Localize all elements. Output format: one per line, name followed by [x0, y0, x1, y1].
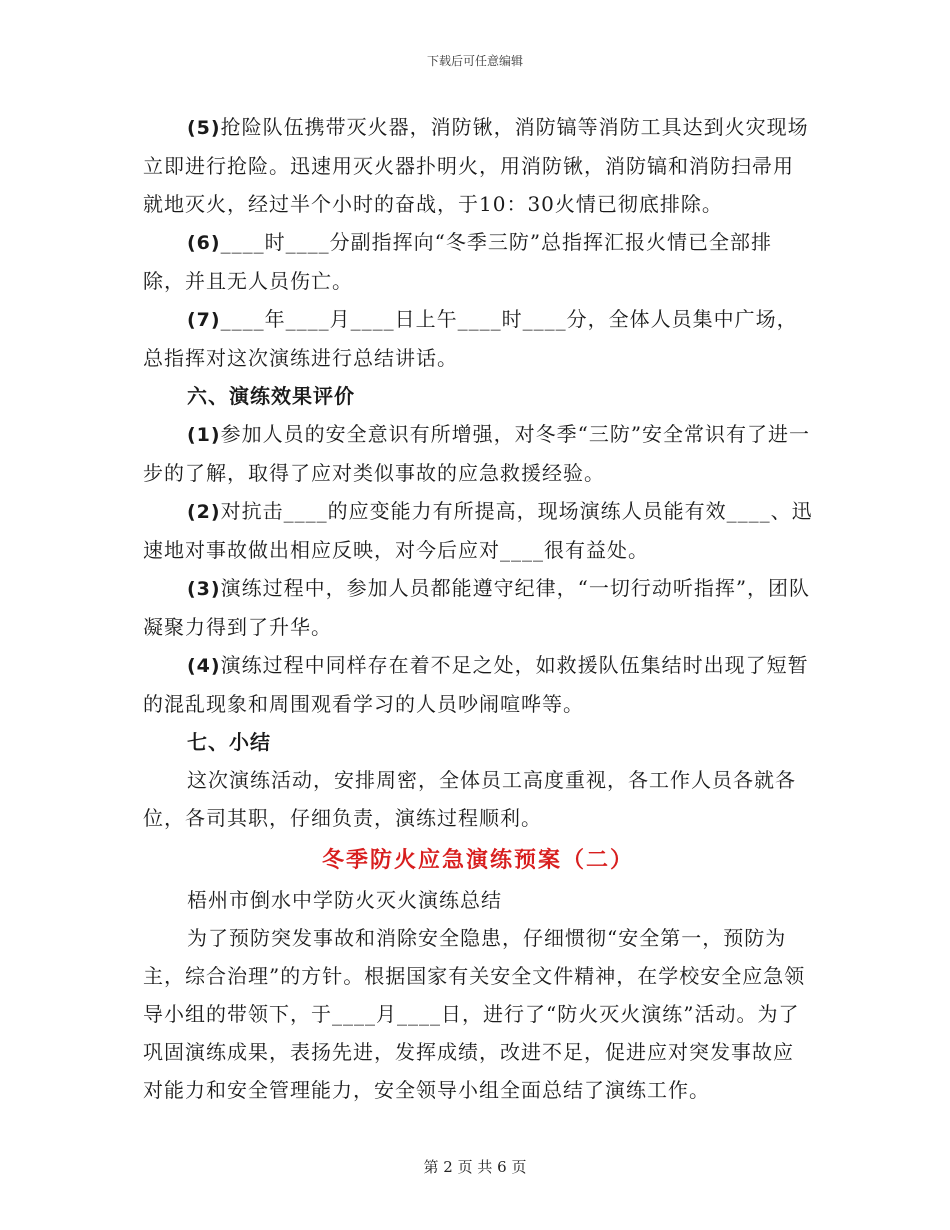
- item-text: 参加人员的安全意识有所增强，对冬季“三防”安全常识有了进一步的了解，取得了应对类似事故的应急救援经验。: [143, 422, 811, 485]
- part-title: 冬季防火应急演练预案（二）: [321, 847, 634, 873]
- list-item: [143, 223, 813, 300]
- section-heading-summary: 七、小结: [187, 730, 271, 754]
- list-item: [143, 415, 813, 492]
- part-paragraph: 为了预防突发事故和消除安全隐患，仔细惯彻“安全第一，预防为主，综合治理”的方针。根据国家有关安全文件精神，在学校安全应急领导小组的带领下，于____月____日，进行了“防火灭火演练”活动。为了巩固演练成果，表扬先进，发挥成绩，改进不足，促进应对突发事故应对能力和安全管理能力，安全领导小组全面总结了演练工作。: [143, 926, 806, 1102]
- item-number: (7): [187, 309, 221, 331]
- item-text: ____年____月____日上午____时____分，全体人员集中广场，总指挥对这次演练进行总结讲话。: [143, 307, 798, 370]
- list-item: [143, 646, 813, 723]
- item-number: (4): [187, 655, 221, 677]
- item-number: (2): [187, 501, 221, 523]
- header-note: 下载后可任意编辑: [426, 54, 523, 68]
- item-number: (3): [187, 578, 221, 600]
- item-text: 抢险队伍携带灭火器，消防锹，消防镐等消防工具达到火灾现场立即进行抢险。迅速用灭火器扑明火，用消防锹，消防镐和消防扫帚用就地灭火，经过半个小时的奋战，于10：30火情已彻底排除。: [143, 115, 809, 216]
- summary-paragraph: 这次演练活动，安排周密，全体员工高度重视，各工作人员各就各位，各司其职，仔细负责，演练过程顺利。: [143, 768, 796, 830]
- item-text: 演练过程中，参加人员都能遵守纪律，“一切行动听指挥”，团队凝聚力得到了升华。: [143, 576, 811, 639]
- item-text: 对抗击____的应变能力有所提高，现场演练人员能有效____、迅速地对事故做出相应反映，对今后应对____很有益处。: [143, 499, 813, 562]
- item-text: 演练过程中同样存在着不足之处，如救援队伍集结时出现了短暂的混乱现象和周围观看学习的人员吵闹喧哗等。: [143, 653, 809, 716]
- item-number: (5): [187, 117, 221, 139]
- part-subtitle: 梧州市倒水中学防火灭火演练总结: [187, 888, 502, 912]
- document-body: [143, 108, 813, 1109]
- list-item: [143, 108, 813, 223]
- page-footer: 第 2 页 共 6 页: [423, 1158, 527, 1176]
- item-text: ____时____分副指挥向“冬季三防”总指挥汇报火情已全部排除，并且无人员伤亡。: [143, 230, 773, 293]
- list-item: [143, 492, 813, 569]
- list-item: [143, 569, 813, 646]
- item-number: (6): [187, 232, 221, 254]
- section-heading-evaluation: 六、演练效果评价: [187, 384, 355, 408]
- item-number: (1): [187, 424, 221, 446]
- list-item: [143, 300, 813, 377]
